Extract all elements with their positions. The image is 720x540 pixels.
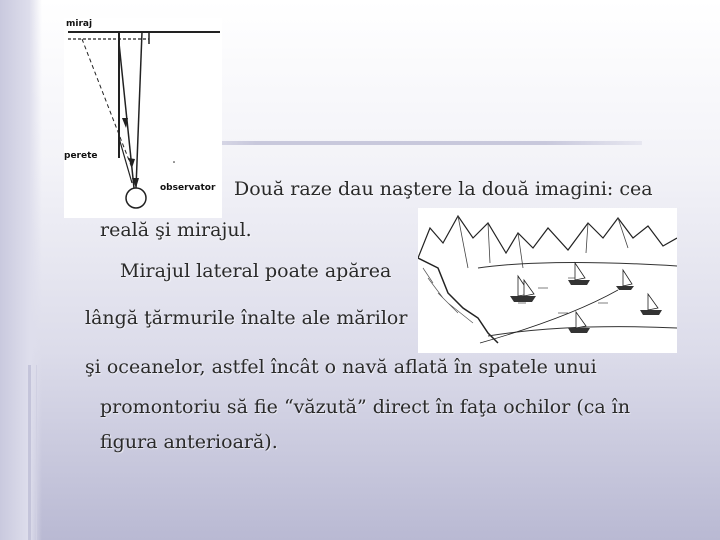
arrowhead-1 [128, 158, 135, 168]
virtual-ray-dashed [82, 39, 132, 168]
mountain-outline [418, 216, 677, 258]
sight-line [480, 290, 618, 343]
observer-eye-circle [126, 188, 146, 208]
real-ray-2 [136, 32, 142, 188]
decorative-vertical-line-thin [36, 365, 37, 540]
text-line-5: şi oceanelor, astfel încât o navă aflată în spatele unui [85, 356, 597, 378]
text-line-7: figura anterioară). [100, 431, 278, 453]
decorative-horizontal-line [160, 141, 642, 145]
ship-3 [616, 270, 634, 290]
text-line-6: promontoriu să fie “văzută” direct în faţa ochilor (ca în [100, 396, 631, 418]
text-line-1: Două raze dau naştere la două imagini: cea [234, 178, 653, 200]
coast-ships-illustration [418, 208, 677, 353]
diagram-label-mirage: miraj [66, 19, 93, 29]
mirage-ray-diagram [64, 18, 222, 218]
cliff-hatching [423, 268, 473, 323]
coast-ships-svg [418, 208, 677, 353]
ship-4 [640, 294, 662, 315]
ship-2 [568, 263, 590, 285]
ship-5 [568, 312, 590, 333]
mountain-hatching [458, 216, 628, 268]
ship-1 [510, 276, 536, 302]
diagram-label-wall: perete [64, 151, 98, 161]
text-line-2: reală şi mirajul. [100, 219, 252, 241]
text-line-4: lângă ţărmurile înalte ale mărilor [85, 307, 408, 329]
left-cliff [418, 258, 498, 343]
dot-mark [173, 161, 175, 163]
diagram-label-observer: observator [160, 183, 216, 193]
decorative-vertical-line [28, 365, 31, 540]
text-line-3: Mirajul lateral poate apărea [120, 260, 392, 282]
mirage-ray-diagram-svg [64, 18, 222, 218]
